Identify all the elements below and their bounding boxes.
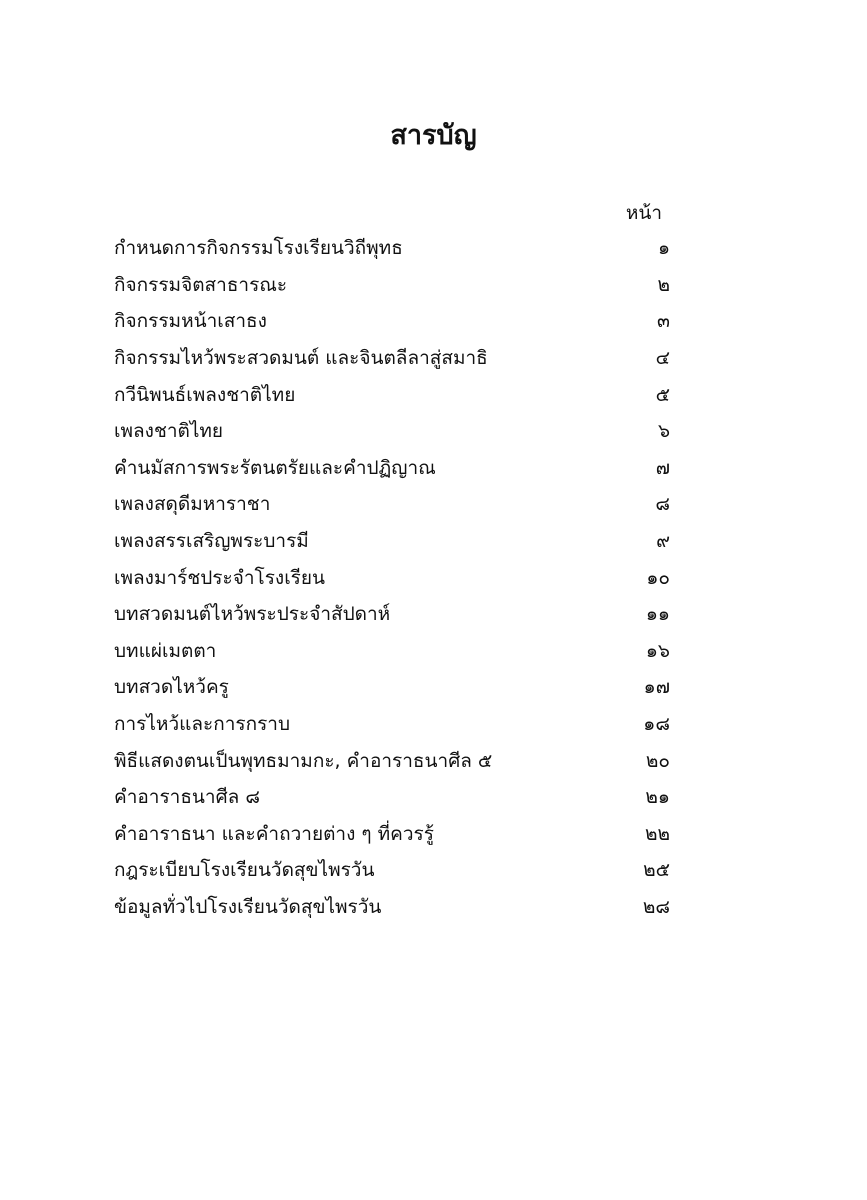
toc-entry bbox=[114, 559, 670, 596]
toc-entry-page-number: ๑๘ bbox=[643, 713, 670, 736]
toc-entry-label: เพลงสดุดีมหาราชา bbox=[114, 493, 271, 516]
toc-entry-page-number: ๘ bbox=[655, 493, 670, 516]
toc-entry-page-number: ๖ bbox=[657, 420, 670, 443]
toc-entry bbox=[114, 816, 670, 853]
toc-entry-page-number: ๑๖ bbox=[645, 639, 670, 662]
toc-entry-page-number: ๓ bbox=[657, 310, 670, 333]
toc-entry-page-number: ๕ bbox=[655, 383, 670, 406]
toc-entry-page-number: ๒๑ bbox=[645, 786, 670, 809]
toc-entry bbox=[114, 669, 670, 706]
toc-entry-label: คำนมัสการพระรัตนตรัยและคำปฏิญาณ bbox=[114, 456, 436, 479]
toc-entry-label: กิจกรรมหน้าเสาธง bbox=[114, 310, 267, 333]
toc-entry bbox=[114, 376, 670, 413]
toc-entry-label: บทสวดมนต์ไหว้พระประจำสัปดาห์ bbox=[114, 603, 391, 626]
toc-entry-page-number: ๒๕ bbox=[643, 859, 670, 882]
toc-entry-label: กิจกรรมไหว้พระสวดมนต์ และจินตลีลาสู่สมาธิ bbox=[114, 347, 488, 370]
toc-entry bbox=[114, 230, 670, 267]
toc-entry bbox=[114, 523, 670, 560]
toc-entry-page-number: ๙ bbox=[656, 530, 670, 553]
toc-entry-page-number: ๒๐ bbox=[645, 749, 670, 772]
toc-entry-label: การไหว้และการกราบ bbox=[114, 713, 291, 736]
toc-entry-label: กฎระเบียบโรงเรียนวัดสุขไพรวัน bbox=[114, 859, 375, 882]
toc-entry bbox=[114, 486, 670, 523]
toc-entry-page-number: ๑๑ bbox=[645, 603, 670, 626]
toc-entry-page-number: ๒๘ bbox=[642, 895, 670, 918]
toc-entry bbox=[114, 596, 670, 633]
toc-entry bbox=[114, 706, 670, 743]
toc-entry bbox=[114, 340, 670, 377]
toc-entry-label: เพลงมาร์ชประจำโรงเรียน bbox=[114, 566, 326, 589]
toc-entry bbox=[114, 450, 670, 487]
toc-entry-label: เพลงสรรเสริญพระบารมี bbox=[114, 530, 309, 553]
toc-entry-page-number: ๑๗ bbox=[643, 676, 670, 699]
toc-entry-label: พิธีแสดงตนเป็นพุทธมามกะ, คำอาราธนาศีล ๕ bbox=[114, 749, 493, 772]
toc-entry-page-number: ๑ bbox=[657, 237, 670, 260]
toc-entry bbox=[114, 889, 670, 926]
table-of-contents bbox=[114, 230, 670, 925]
toc-entry bbox=[114, 413, 670, 450]
toc-entry-label: คำอาราธนาศีล ๘ bbox=[114, 786, 260, 809]
toc-entry-label: คำอาราธนา และคำถวายต่าง ๆ ที่ควรรู้ bbox=[114, 822, 434, 845]
toc-entry-page-number: ๒๒ bbox=[644, 822, 670, 845]
page-title: สารบัญ bbox=[390, 120, 477, 151]
toc-entry bbox=[114, 852, 670, 889]
toc-entry bbox=[114, 742, 670, 779]
toc-entry-label: บทสวดไหว้ครู bbox=[114, 676, 229, 699]
toc-entry-label: ข้อมูลทั่วไปโรงเรียนวัดสุขไพรวัน bbox=[114, 895, 382, 918]
toc-entry-page-number: ๗ bbox=[655, 456, 670, 479]
toc-entry bbox=[114, 267, 670, 304]
toc-entry-label: บทแผ่เมตตา bbox=[114, 639, 217, 662]
toc-entry-label: เพลงชาติไทย bbox=[114, 420, 224, 443]
toc-entry bbox=[114, 303, 670, 340]
toc-entry-label: กำหนดการกิจกรรมโรงเรียนวิถีพุทธ bbox=[114, 237, 403, 260]
toc-entry-page-number: ๑๐ bbox=[646, 566, 670, 589]
toc-entry-page-number: ๔ bbox=[655, 347, 670, 370]
toc-entry-label: กิจกรรมจิตสาธารณะ bbox=[114, 273, 288, 296]
toc-entry-page-number: ๒ bbox=[657, 273, 670, 296]
toc-entry bbox=[114, 633, 670, 670]
toc-entry-label: กวีนิพนธ์เพลงชาติไทย bbox=[114, 383, 296, 406]
page-column-header: หน้า bbox=[625, 202, 662, 224]
toc-entry bbox=[114, 779, 670, 816]
